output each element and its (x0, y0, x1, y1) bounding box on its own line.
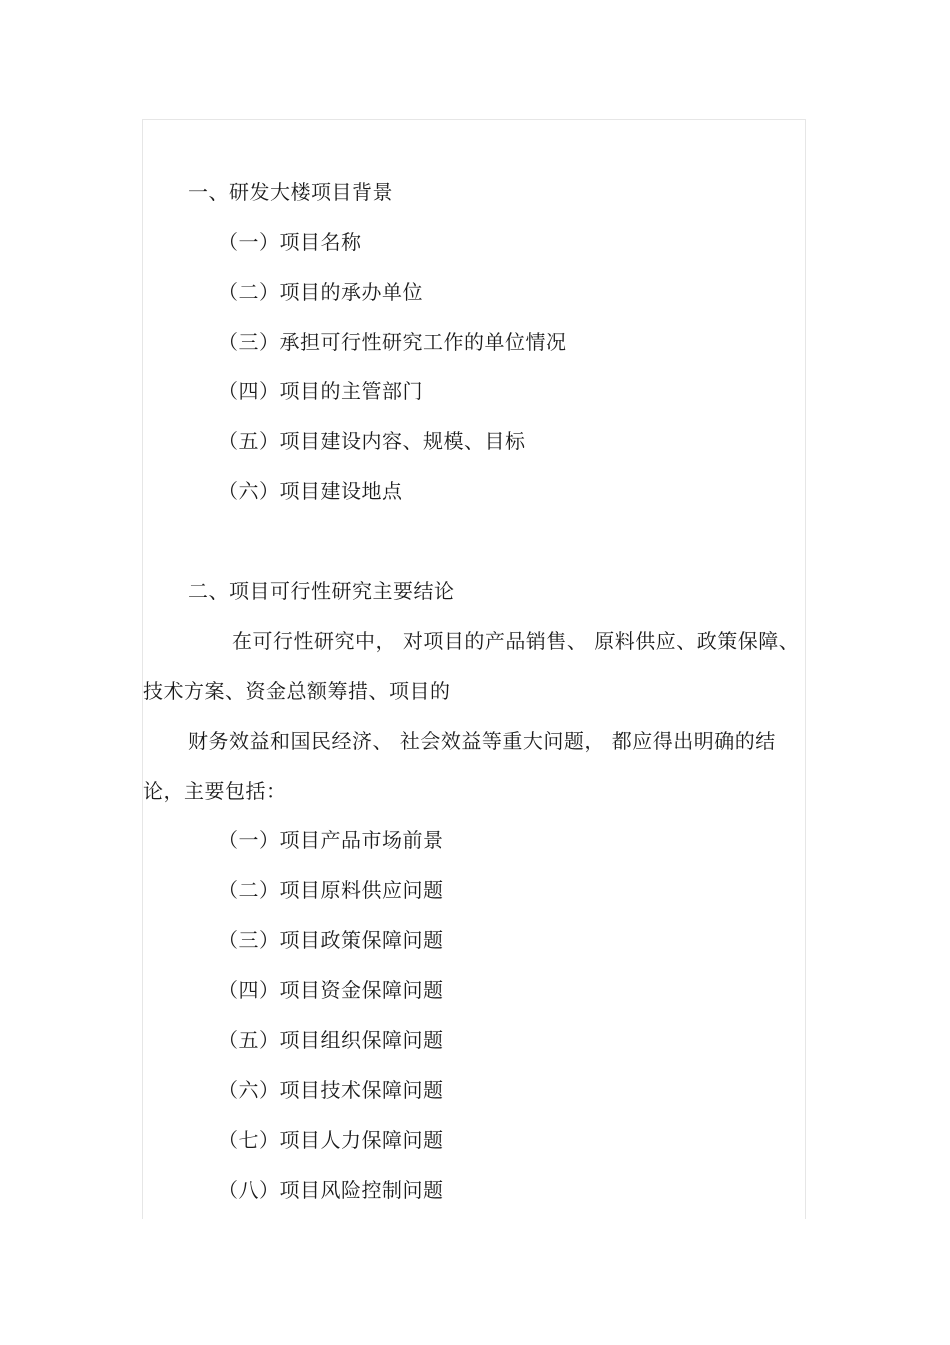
section2-heading: 二、项目可行性研究主要结论 (188, 579, 455, 603)
section1-item-5: （五）项目建设内容、规模、目标 (218, 429, 526, 453)
section1-item-1: （一）项目名称 (218, 230, 362, 254)
section2-item-7: （七）项目人力保障问题 (218, 1128, 444, 1152)
section2-paragraph-line-3: 财务效益和国民经济、 社会效益等重大问题， 都应得出明确的结 (188, 729, 776, 753)
section1-item-4: （四）项目的主管部门 (218, 379, 423, 403)
section2-paragraph-line-1: 在可行性研究中， 对项目的产品销售、 原料供应、政策保障、 (232, 629, 800, 653)
section1-item-6: （六）项目建设地点 (218, 479, 403, 503)
section1-item-3: （三）承担可行性研究工作的单位情况 (218, 330, 567, 354)
section2-paragraph-line-2: 技术方案、资金总额筹措、项目的 (143, 679, 451, 703)
section2-item-4: （四）项目资金保障问题 (218, 978, 444, 1002)
section2-item-3: （三）项目政策保障问题 (218, 928, 444, 952)
section2-item-6: （六）项目技术保障问题 (218, 1078, 444, 1102)
section2-item-8: （八）项目风险控制问题 (218, 1178, 444, 1202)
section2-item-2: （二）项目原料供应问题 (218, 878, 444, 902)
section2-paragraph-line-4: 论，主要包括： (143, 779, 287, 803)
section2-item-5: （五）项目组织保障问题 (218, 1028, 444, 1052)
section2-item-1: （一）项目产品市场前景 (218, 828, 444, 852)
section1-heading: 一、研发大楼项目背景 (188, 180, 393, 204)
section1-item-2: （二）项目的承办单位 (218, 280, 423, 304)
